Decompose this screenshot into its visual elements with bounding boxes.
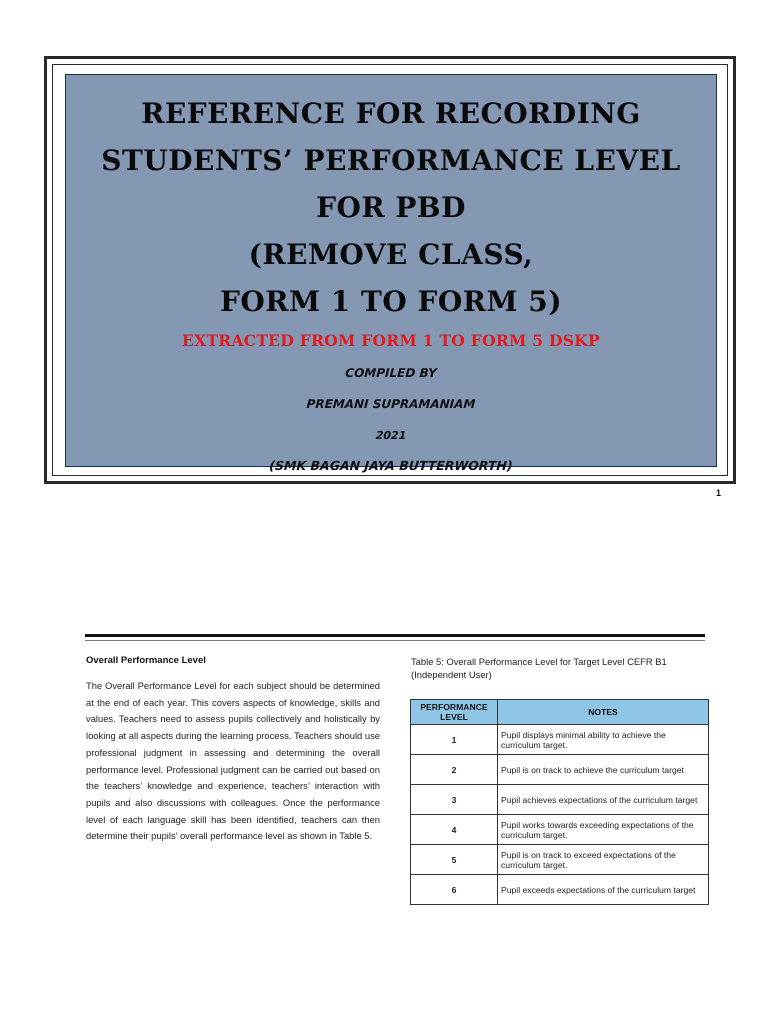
notes-cell: Pupil displays minimal ability to achieve the curriculum target. (498, 725, 709, 755)
cover-title-line: FORM 1 TO FORM 5) (220, 285, 562, 318)
level-cell: 4 (411, 815, 498, 845)
table-header-row (411, 700, 709, 725)
year: 2021 (375, 429, 407, 442)
body-paragraph: The Overall Performance Level for each subject should be determined at the end of each year. This covers aspects of knowledge, skills and values. Teachers need to assess pupils collectively and holistically by looking at all aspects during the learning process. Teachers should use professional judgment in assessing and determining the overall performance level. Professional judgment can be carried out based on the teachers’ knowledge and experience, teachers’ interaction with pupils and also discussions with colleagues. Once the performance level of each language skill has been identified, teachers can then determine their pupils’ overall performance level as shown in Table 5. (86, 680, 380, 842)
level-cell: 1 (411, 725, 498, 755)
notes-cell: Pupil is on track to achieve the curriculum target (498, 755, 709, 785)
table-row (411, 725, 709, 755)
table-row (411, 785, 709, 815)
level-cell: 2 (411, 755, 498, 785)
performance-table (410, 699, 709, 905)
page-number: 1 (716, 488, 722, 498)
cover-title-line: STUDENTS’ PERFORMANCE LEVEL (101, 144, 681, 177)
table-row (411, 845, 709, 875)
table-caption: Table 5: Overall Performance Level for Target Level CEFR B1 (Independent User) (411, 656, 667, 680)
notes-cell: Pupil is on track to exceed expectations of the curriculum target. (498, 845, 709, 875)
cover-title-line: FOR PBD (316, 191, 466, 224)
school-name: (SMK BAGAN JAYA BUTTERWORTH) (268, 458, 514, 473)
table-row (411, 815, 709, 845)
cover-title-line: (REMOVE CLASS, (248, 238, 534, 271)
cover-frame (44, 56, 736, 484)
cover-title (66, 90, 716, 325)
header-notes: NOTES (498, 700, 709, 725)
section-heading: Overall Performance Level (86, 655, 206, 666)
header-rule-thin (85, 640, 705, 641)
compiled-by-label: COMPILED BY (344, 366, 438, 380)
header-performance-level: PERFORMANCE LEVEL (411, 700, 498, 725)
notes-cell: Pupil achieves expectations of the curriculum target (498, 785, 709, 815)
author-name: PREMANI SUPRAMANIAM (306, 397, 476, 411)
cover-title-line: REFERENCE FOR RECORDING (141, 97, 641, 130)
cover-panel (65, 74, 717, 473)
level-cell: 6 (411, 875, 498, 905)
level-cell: 3 (411, 785, 498, 815)
cover-subtitle: EXTRACTED FROM FORM 1 TO FORM 5 DSKP (182, 331, 600, 350)
header-rule (85, 634, 705, 637)
table-row (411, 875, 709, 905)
table-row (411, 755, 709, 785)
notes-cell: Pupil works towards exceeding expectations of the curriculum target. (498, 815, 709, 845)
notes-cell: Pupil exceeds expectations of the curriculum target (498, 875, 709, 905)
level-cell: 5 (411, 845, 498, 875)
